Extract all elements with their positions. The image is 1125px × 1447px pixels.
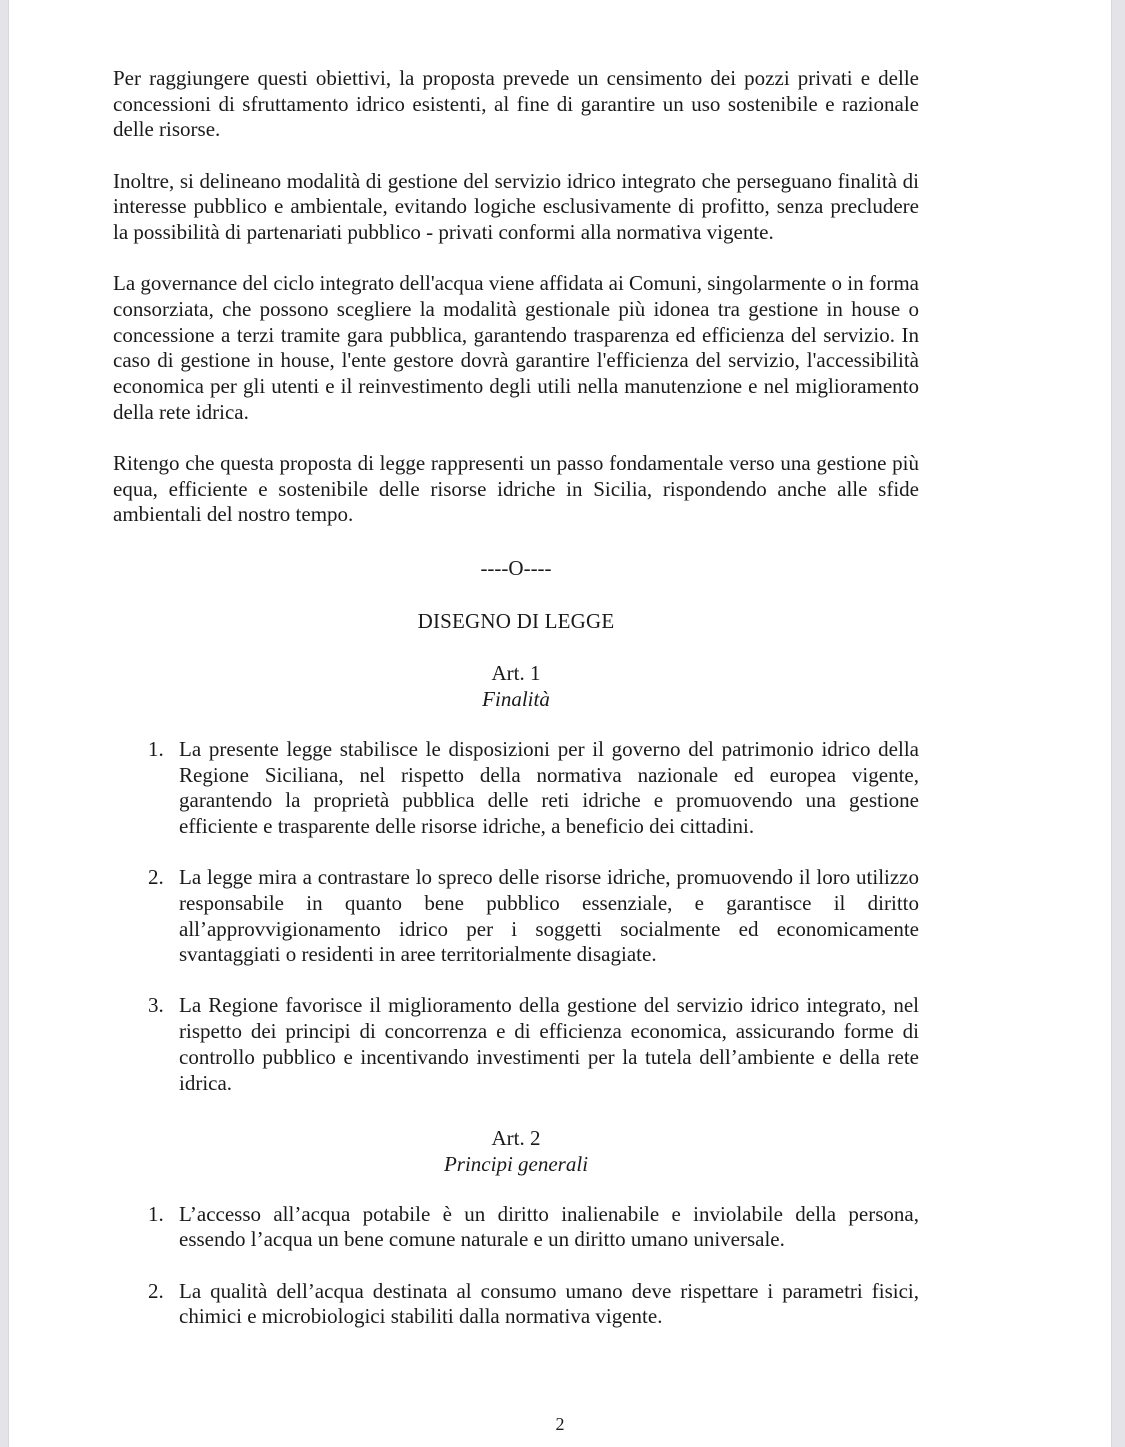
- page-content: [113, 66, 919, 1356]
- intro-paragraph: La governance del ciclo integrato dell'acqua viene affidata ai Comuni, singolarmente o in forma consorziata, che possono scegliere la modalità gestionale più idonea tra gestione in house o concessione a terzi tramite gara pubblica, garantendo trasparenza ed efficienza del servizio. In caso di gestione in house, l'ente gestore dovrà garantire l'efficienza del servizio, l'accessibilità economica per gli utenti e il reinvestimento degli utili nella manutenzione e nel miglioramento della rete idrica.: [113, 271, 919, 424]
- article-1: [113, 661, 919, 1096]
- article-number: Art. 2: [491, 1126, 541, 1151]
- clause-list: [113, 737, 919, 1096]
- clause-number: 2.: [148, 1278, 164, 1303]
- clause-number: 1.: [148, 1201, 164, 1226]
- clause-number: 2.: [148, 865, 164, 890]
- article-number: Art. 1: [491, 661, 541, 686]
- article-heading: [113, 661, 919, 712]
- clause-item: [113, 865, 919, 968]
- clause-text: La Regione favorisce il miglioramento della gestione del servizio idrico integrato, nel rispetto dei principi di concorrenza e di efficienza economica, assicurando forme di controllo pubblico e incentivando investimenti per la tutela dell’ambiente e della rete idrica.: [179, 993, 919, 1095]
- clause-text: La qualità dell’acqua destinata al consumo umano deve rispettare i parametri fisici, chimici e microbiologici stabiliti dalla normativa vigente.: [179, 1278, 919, 1329]
- clause-text: La legge mira a contrastare lo spreco delle risorse idriche, promuovendo il loro utilizzo responsabile in quanto bene pubblico essenziale, e garantisce il diritto all’approvvigionamento idrico per i soggetti socialmente ed economicamente svantaggiati o residenti in aree territorialmente disagiate.: [179, 865, 919, 967]
- clause-item: [113, 993, 919, 1096]
- section-separator: ----O----: [480, 556, 552, 581]
- article-heading: [113, 1126, 919, 1177]
- clause-number: 1.: [148, 736, 164, 761]
- clause-text: L’accesso all’acqua potabile è un diritto inalienabile e inviolabile della persona, essendo l’acqua un bene comune naturale e un diritto umano universale.: [179, 1201, 919, 1252]
- intro-paragraph: Ritengo che questa proposta di legge rappresenti un passo fondamentale verso una gestione più equa, efficiente e sostenibile delle risorse idriche in Sicilia, rispondendo anche alle sfide ambientali del nostro tempo.: [113, 450, 919, 527]
- intro-paragraph: Per raggiungere questi obiettivi, la proposta prevede un censimento dei pozzi privati e delle concessioni di sfruttamento idrico esistenti, al fine di garantire un uso sostenibile e razionale delle risorse.: [113, 66, 919, 142]
- clause-item: [113, 737, 919, 840]
- article-title: Principi generali: [443, 1152, 589, 1176]
- bill-title: DISEGNO DI LEGGE: [417, 608, 615, 633]
- clause-list: [113, 1202, 919, 1330]
- intro-paragraph: Inoltre, si delineano modalità di gestione del servizio idrico integrato che perseguano finalità di interesse pubblico e ambientale, evitando logiche esclusivamente di profitto, senza precludere la possibilità di partenariati pubblico - privati conformi alla normativa vigente.: [113, 168, 919, 245]
- document-page: [8, 0, 1112, 1447]
- article-title: Finalità: [482, 687, 550, 712]
- clause-item: [113, 1279, 919, 1330]
- clause-item: [113, 1202, 919, 1253]
- article-2: [113, 1126, 919, 1330]
- page-number: 2: [555, 1414, 565, 1434]
- clause-number: 3.: [148, 993, 164, 1018]
- clause-text: La presente legge stabilisce le disposizioni per il governo del patrimonio idrico della Regione Siciliana, nel rispetto della normativa nazionale ed europea vigente, garantendo la proprietà pubblica delle reti idriche e promuovendo una gestione efficiente e trasparente delle risorse idriche, a beneficio dei cittadini.: [179, 736, 919, 838]
